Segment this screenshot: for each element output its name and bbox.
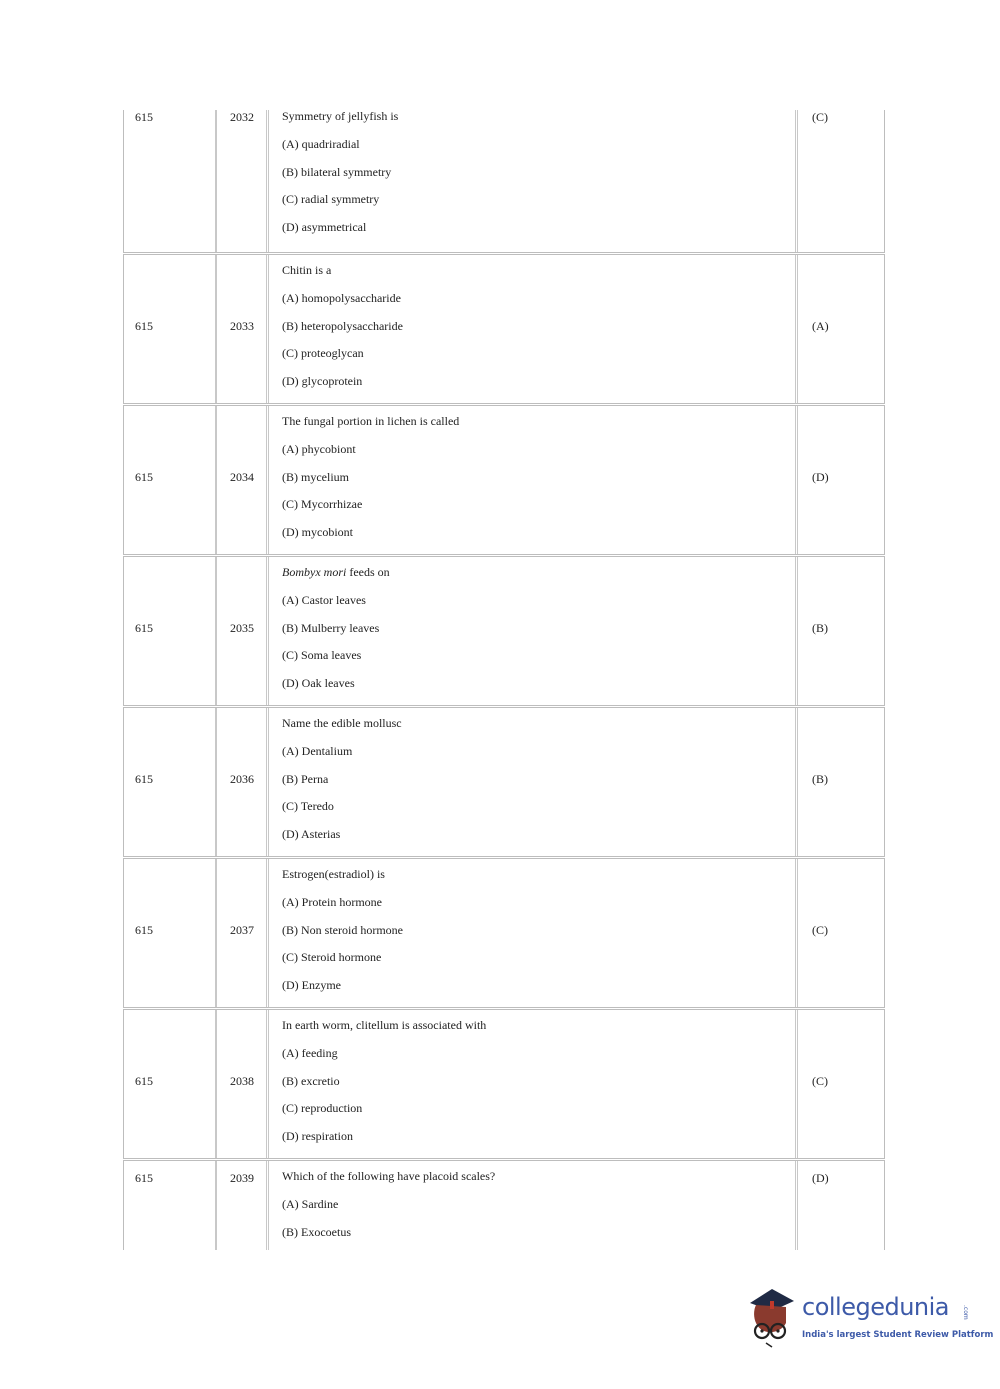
option: (C) Teredo [282, 799, 334, 814]
option: (B) mycelium [282, 469, 349, 484]
question-number: 2034 [230, 470, 254, 484]
option: (D) Enzyme [282, 978, 341, 993]
option: (D) Oak leaves [282, 676, 355, 691]
collegedunia-logo [742, 1283, 994, 1353]
question-number: 2033 [230, 319, 254, 333]
brand-suffix: .com [962, 1305, 969, 1320]
question-text: Which of the following have placoid scales? [282, 1169, 496, 1183]
question-number: 2037 [230, 923, 254, 937]
paper-code: 615 [135, 621, 153, 635]
question-text: Bombyx mori feeds on [282, 565, 390, 579]
brand-tagline: India's largest Student Review Platform [802, 1330, 994, 1340]
table-row [123, 707, 885, 857]
option: (C) radial symmetry [282, 192, 380, 207]
question-text: Chitin is a [282, 263, 332, 277]
option: (D) glycoprotein [282, 374, 363, 389]
option: (C) Steroid hormone [282, 950, 382, 965]
question-text: Symmetry of jellyfish is [282, 109, 399, 123]
table-row [123, 405, 885, 555]
option: (B) heteropolysaccharide [282, 318, 403, 333]
question-table [123, 110, 885, 1251]
option: (C) Soma leaves [282, 648, 362, 663]
option: (A) Castor leaves [282, 592, 366, 607]
question-block [282, 257, 403, 396]
table-row [123, 556, 885, 706]
option: (D) mycobiont [282, 525, 353, 540]
paper-code: 615 [135, 319, 153, 333]
mascot-icon [742, 1283, 802, 1349]
paper-code: 615 [135, 110, 153, 124]
option: (A) phycobiont [282, 441, 356, 456]
answer-key: (D) [812, 1171, 829, 1185]
option: (A) feeding [282, 1045, 338, 1060]
species-name: Bombyx mori [282, 565, 347, 579]
question-block [282, 1012, 486, 1151]
question-block [282, 861, 403, 1000]
option: (C) reproduction [282, 1101, 363, 1116]
question-block [282, 710, 402, 849]
question-block [282, 1163, 495, 1246]
question-text: In earth worm, clitellum is associated with [282, 1018, 487, 1032]
paper-code: 615 [135, 923, 153, 937]
option: (D) respiration [282, 1129, 353, 1144]
question-number: 2038 [230, 1074, 254, 1088]
option: (A) Protein hormone [282, 894, 382, 909]
question-text: Name the edible mollusc [282, 716, 402, 730]
question-text: The fungal portion in lichen is called [282, 414, 460, 428]
table-row [123, 1160, 885, 1250]
paper-code: 615 [135, 772, 153, 786]
option: (B) Perna [282, 771, 329, 786]
table-row [123, 858, 885, 1008]
question-number: 2035 [230, 621, 254, 635]
question-block [282, 408, 459, 547]
option: (A) quadriradial [282, 136, 360, 151]
answer-key: (D) [812, 470, 829, 484]
option: (C) Mycorrhizae [282, 497, 363, 512]
option: (D) Asterias [282, 827, 341, 842]
option: (A) homopolysaccharide [282, 290, 401, 305]
option: (B) Exocoetus [282, 1224, 351, 1239]
option: (B) bilateral symmetry [282, 164, 392, 179]
brand-name: collegedunia [802, 1293, 950, 1321]
table-row [123, 254, 885, 404]
option: (B) excretio [282, 1073, 340, 1088]
table-row [123, 110, 885, 253]
option: (A) Sardine [282, 1196, 339, 1211]
question-block [282, 559, 390, 698]
option: (A) Dentalium [282, 743, 353, 758]
table-row [123, 1009, 885, 1159]
question-text: Estrogen(estradiol) is [282, 867, 385, 881]
question-block [282, 103, 398, 242]
question-number: 2032 [230, 110, 254, 124]
paper-code: 615 [135, 1074, 153, 1088]
question-number: 2036 [230, 772, 254, 786]
answer-key: (B) [812, 621, 828, 635]
option: (C) proteoglycan [282, 346, 364, 361]
answer-key: (C) [812, 1074, 828, 1088]
answer-key: (A) [812, 319, 829, 333]
answer-key: (C) [812, 923, 828, 937]
paper-code: 615 [135, 470, 153, 484]
answer-key: (B) [812, 772, 828, 786]
question-number: 2039 [230, 1171, 254, 1185]
option: (D) asymmetrical [282, 220, 367, 235]
paper-code: 615 [135, 1171, 153, 1185]
answer-key: (C) [812, 110, 828, 124]
option: (B) Non steroid hormone [282, 922, 403, 937]
option: (B) Mulberry leaves [282, 620, 380, 635]
